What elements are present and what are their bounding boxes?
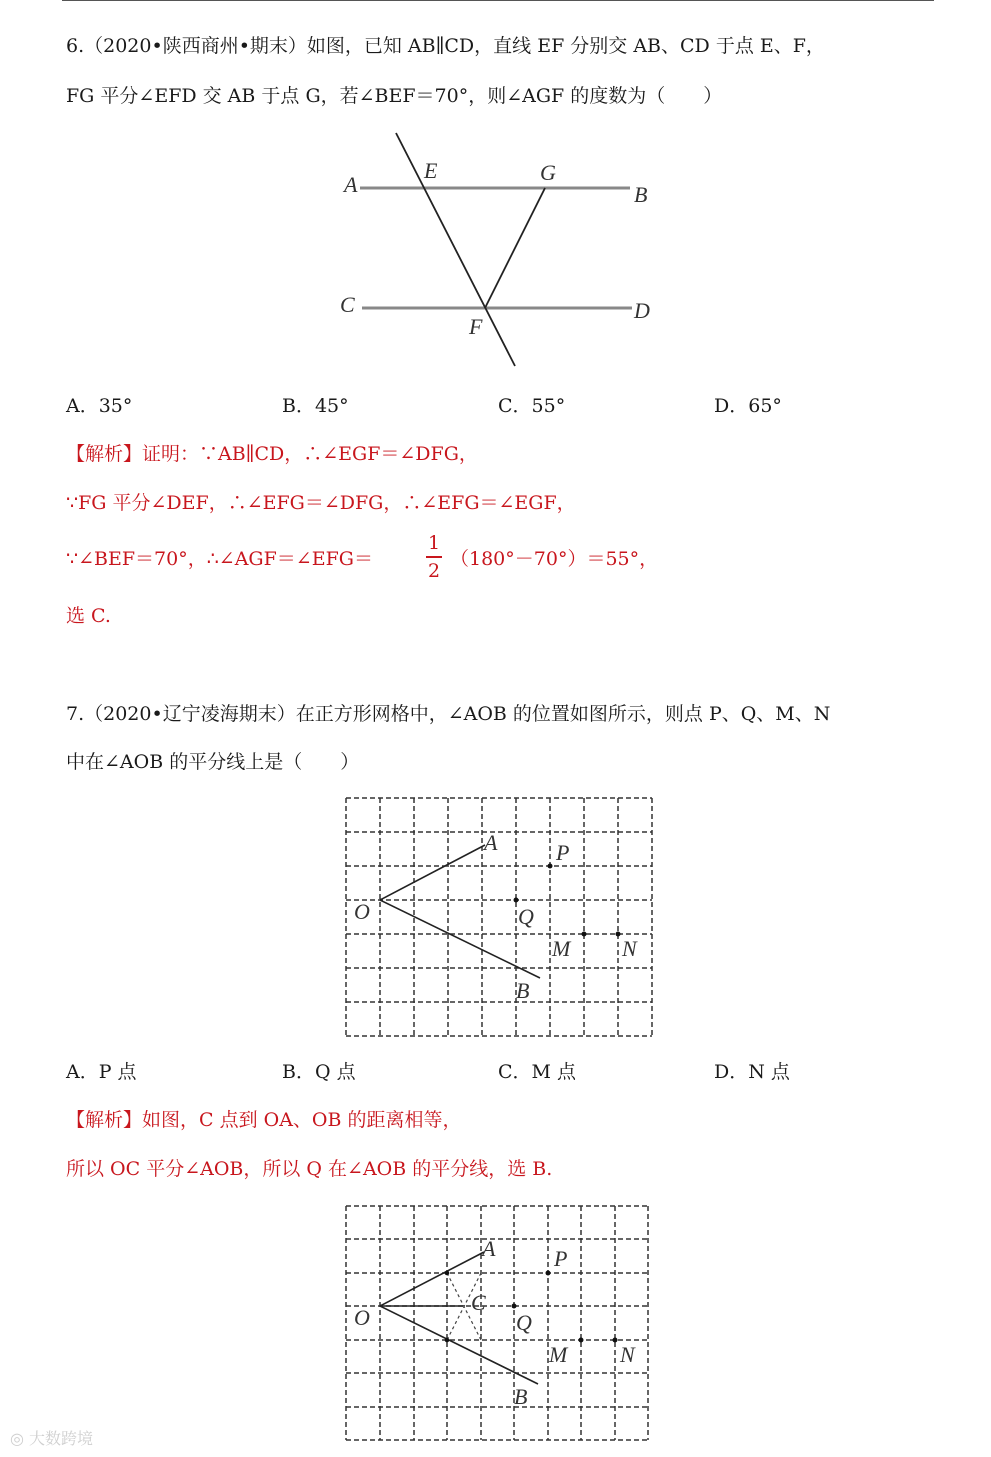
point-n <box>616 932 621 937</box>
label-n: N <box>622 936 637 961</box>
point-m <box>582 932 587 937</box>
label-b: B <box>634 182 648 207</box>
label-g: G <box>540 160 556 185</box>
label-p: P <box>554 1246 568 1271</box>
q7-stem-line1: 7.（2020•辽宁凌海期末）在正方形网格中，∠AOB 的位置如图所示，则点 P、Q、M、N <box>66 703 831 725</box>
label-a: A <box>482 1236 496 1261</box>
q6-option-c: C．55° <box>498 395 566 417</box>
label-f: F <box>469 314 483 339</box>
label-p: P <box>556 840 570 865</box>
label-o: O <box>354 899 370 924</box>
q7-option-d: D．N 点 <box>714 1061 790 1083</box>
label-b: B <box>516 978 530 1003</box>
q7-solution-line1: 【解析】如图，C 点到 OA、OB 的距离相等， <box>66 1109 462 1131</box>
label-e: E <box>424 158 438 183</box>
q7-option-b: B．Q 点 <box>282 1061 356 1083</box>
q7-stem-line2: 中在∠AOB 的平分线上是（ ） <box>66 751 360 773</box>
label-d: D <box>634 298 650 323</box>
q6-stem-line1: 6.（2020•陕西商州•期末）如图，已知 AB∥CD，直线 EF 分别交 AB、CD 于点 E、F， <box>66 35 825 57</box>
q7-option-a: A．P 点 <box>66 1061 137 1083</box>
point-n <box>613 1338 618 1343</box>
fraction-denominator: 2 <box>427 559 441 582</box>
q6-solution-fraction <box>424 532 444 582</box>
label-c: C <box>340 292 355 317</box>
q6-solution-line1: 【解析】证明：∵AB∥CD，∴∠EGF＝∠DFG， <box>66 443 478 465</box>
point-2 <box>445 1338 450 1343</box>
label-c: C <box>471 1290 486 1315</box>
label-b: B <box>514 1384 528 1409</box>
label-m: M <box>549 1342 568 1367</box>
fraction-bar <box>426 556 442 558</box>
point-q <box>514 898 519 903</box>
line-fg <box>485 188 545 308</box>
watermark <box>10 1426 93 1449</box>
point-p <box>548 864 553 869</box>
q6-stem-line2: FG 平分∠EFD 交 AB 于点 G，若∠BEF＝70°，则∠AGF 的度数为（ ） <box>66 85 723 107</box>
label-n: N <box>620 1342 635 1367</box>
q6-option-b: B．45° <box>282 395 349 417</box>
label-q: Q <box>516 1310 532 1335</box>
q7-solution-figure <box>346 1206 648 1440</box>
ray-oa <box>380 1252 484 1306</box>
q6-option-a: A．35° <box>66 395 133 417</box>
point-q <box>512 1304 517 1309</box>
q7-grid <box>346 798 652 1036</box>
ray-oa <box>380 845 485 900</box>
label-a: A <box>484 830 498 855</box>
q6-option-d: D．65° <box>714 395 782 417</box>
point-1 <box>445 1271 450 1276</box>
label-a: A <box>344 172 358 197</box>
watermark-logo-icon: ◎ <box>10 1429 30 1448</box>
point-m <box>579 1338 584 1343</box>
q7-solution-grid <box>346 1206 648 1440</box>
label-m: M <box>552 936 571 961</box>
watermark-text: 大数跨境 <box>29 1429 94 1448</box>
q6-solution-line3-post: （180°－70°）＝55°， <box>450 548 659 570</box>
q7-figure <box>346 798 652 1036</box>
q6-solution-line3-pre: ∵∠BEF＝70°，∴∠AGF＝∠EFG＝ <box>66 548 373 570</box>
q7-solution-line2: 所以 OC 平分∠AOB，所以 Q 在∠AOB 的平分线，选 B. <box>66 1158 553 1180</box>
line-ef <box>396 133 515 366</box>
q7-option-c: C．M 点 <box>498 1061 577 1083</box>
label-q: Q <box>518 904 534 929</box>
q6-solution-line2: ∵FG 平分∠DEF，∴∠EFG＝∠DFG，∴∠EFG＝∠EGF， <box>66 492 576 514</box>
q6-solution-line4: 选 C. <box>66 605 111 627</box>
point-p <box>546 1271 551 1276</box>
label-o: O <box>354 1305 370 1330</box>
q6-figure <box>340 133 650 366</box>
fraction-numerator: 1 <box>427 532 441 554</box>
